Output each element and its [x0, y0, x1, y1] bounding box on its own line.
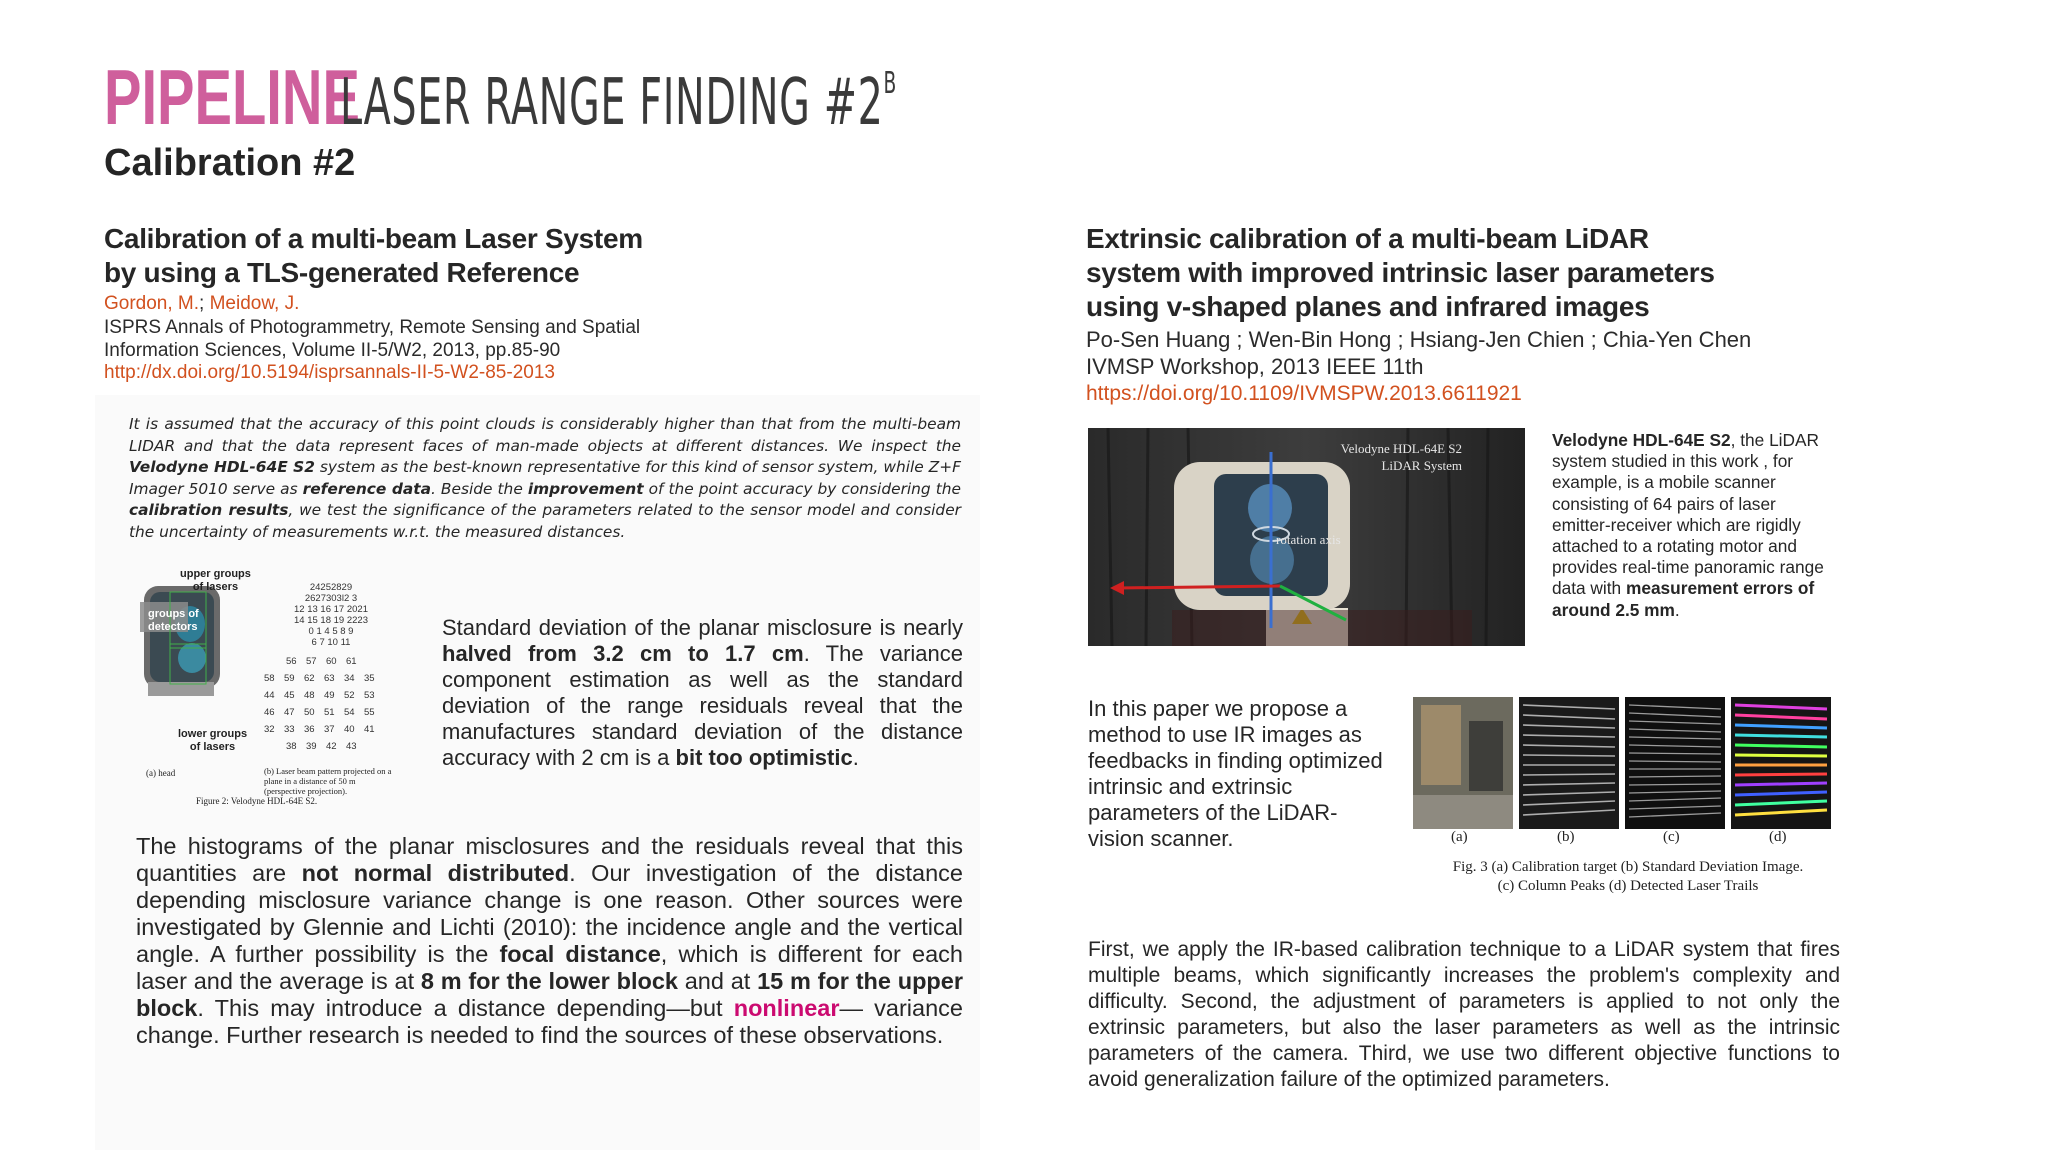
pattern-number: 53	[364, 690, 375, 701]
pattern-row: 0 1 4 5 8 9	[308, 626, 354, 637]
pattern-row: 2627303l2 3	[304, 593, 358, 604]
para-emphasis: halved from 3.2 cm to 1.7 cm	[442, 641, 804, 666]
abstract-text: It is assumed that the accuracy of this point clouds is considerably higher than that from the multi-beam LIDAR and that the data represent faces of man-made objects at different distances. We inspect the	[129, 415, 961, 455]
para-text: — variance change. Further research is needed to find the sources of these observations.	[136, 995, 963, 1048]
pattern-number: 59	[284, 673, 295, 684]
right-title-line3: using v-shaped planes and infrared images	[1086, 291, 1650, 322]
pattern-number: 62	[304, 673, 315, 684]
para-text: The histograms of the planar misclosures and the residuals reveal that this quantities are	[136, 833, 963, 886]
photo-label	[1312, 440, 1462, 474]
pattern-number: 46	[264, 707, 275, 718]
pattern-number: 60	[326, 656, 337, 667]
propose-paragraph: In this paper we propose a method to use IR images as feedbacks in finding optimized intrinsic and extrinsic parameters of the LiDAR-vision scanner.	[1088, 696, 1383, 851]
author-link[interactable]: Gordon, M.	[104, 293, 200, 314]
pattern-number: 58	[264, 673, 275, 684]
pattern-row	[286, 741, 366, 752]
pattern-row	[286, 656, 366, 667]
label-upper-groups: upper groups of lasers	[180, 568, 251, 593]
ir-figure	[1413, 697, 1843, 859]
pattern-number: 55	[364, 707, 375, 718]
pattern-number: 35	[364, 673, 375, 684]
pattern-number: 49	[324, 690, 335, 701]
contributions-paragraph: First, we apply the IR-based calibration technique to a LiDAR system that fires multiple beams, which significantly increases the problem's complexity and difficulty. Second, the adjustment of parameters is applied to not only the extrinsic parameters, but also the laser parameters as well as the intrinsic parameters of the camera. Third, we use two different objective functions to avoid generalization failure of the optimized parameters.	[1088, 938, 1840, 1091]
desc-emphasis: Velodyne HDL-64E S2	[1552, 430, 1731, 450]
desc-emphasis: measurement errors of around 2.5 mm	[1552, 578, 1815, 620]
pattern-row	[264, 690, 384, 701]
right-venue: IVMSP Workshop, 2013 IEEE 11th	[1086, 354, 1424, 379]
pattern-number: 50	[304, 707, 315, 718]
velodyne-figure	[140, 562, 400, 812]
journal-line2: Information Sciences, Volume II-5/W2, 2013, pp.85-90	[104, 340, 561, 361]
left-abstract	[129, 414, 961, 543]
slide-header	[104, 52, 897, 143]
fig3-caption-line1: Fig. 3 (a) Calibration target (b) Standard Deviation Image.	[1452, 859, 1804, 875]
para-highlight: nonlinear	[733, 995, 840, 1021]
right-title-line1: Extrinsic calibration of a multi-beam LiDAR	[1086, 223, 1649, 254]
left-title-line2: by using a TLS-generated Reference	[104, 257, 580, 288]
pattern-number: 34	[344, 673, 355, 684]
pattern-number: 42	[326, 741, 337, 752]
para-text: .	[852, 745, 859, 770]
std-deviation-paragraph	[442, 615, 963, 771]
panel-label-b: (b)	[1557, 829, 1575, 845]
ir-panels	[1413, 697, 1843, 829]
left-paper-authors	[104, 292, 299, 315]
pattern-row: 6 7 10 11	[311, 637, 351, 648]
pattern-number: 56	[286, 656, 297, 667]
panel-label-d: (d)	[1769, 829, 1787, 845]
velodyne-photo	[1088, 428, 1525, 646]
pattern-number: 39	[306, 741, 317, 752]
pattern-row: 12 13 16 17 2021	[294, 604, 368, 615]
pattern-number: 47	[284, 707, 295, 718]
figure-2-caption: Figure 2: Velodyne HDL-64E S2.	[196, 796, 318, 806]
figure-3-caption	[1413, 858, 1843, 896]
fig3-caption-line2: (c) Column Peaks (d) Detected Laser Trails	[1497, 878, 1759, 894]
abstract-text: , we test the significance of the parameters related to the sensor model and consider the uncertainty of measurements w.r.t. the measured distances.	[129, 501, 961, 541]
journal-line1: ISPRS Annals of Photogrammetry, Remote Sensing and Spatial	[104, 317, 641, 338]
para-emphasis: focal distance	[499, 941, 661, 967]
header-accent: PIPELINE	[104, 53, 360, 141]
abstract-emphasis: calibration results	[129, 501, 289, 519]
velodyne-description	[1552, 430, 1834, 621]
pattern-number: 37	[324, 724, 335, 735]
pattern-number: 45	[284, 690, 295, 701]
pattern-number: 33	[284, 724, 295, 735]
para-text: , which is different for each laser and the average is at	[136, 941, 963, 994]
right-title-line2: system with improved intrinsic laser parameters	[1086, 257, 1715, 288]
pattern-number: 36	[304, 724, 315, 735]
desc-text: .	[1674, 599, 1680, 620]
pattern-number: 38	[286, 741, 297, 752]
pattern-number: 32	[264, 724, 275, 735]
histogram-paragraph	[136, 833, 963, 1049]
para-text: and at	[677, 968, 758, 994]
pattern-number: 44	[264, 690, 275, 701]
pattern-number: 41	[364, 724, 375, 735]
abstract-text: of the point accuracy by considering the	[643, 479, 961, 498]
abstract-text: . Beside the	[431, 479, 528, 498]
label-groups-detectors: groups of detectors	[148, 608, 199, 633]
para-emphasis: 15 m for the upper block	[136, 968, 963, 1021]
pattern-row	[264, 673, 384, 684]
para-emphasis: bit too optimistic	[675, 745, 853, 770]
desc-text: , the LiDAR system studied in this work , for example, is a mobile scanner consisting of 64 pairs of laser emitter-receiver which are rigidly attached to a rotating motor and provides real-time panoramic range data with	[1552, 430, 1824, 599]
pattern-row	[264, 707, 384, 718]
pattern-row: 24252829	[309, 582, 353, 593]
pattern-number: 63	[324, 673, 335, 684]
para-text: Standard deviation of the planar misclosure is nearly	[442, 615, 963, 640]
rotation-axis-label: rotation axis	[1276, 532, 1341, 547]
para-text: . This may introduce a distance depending—but	[197, 995, 734, 1021]
right-paper-title	[1086, 222, 1886, 324]
photo-label-line1: Velodyne HDL-64E S2	[1340, 441, 1462, 456]
abstract-emphasis: improvement	[527, 479, 644, 498]
header-title	[340, 66, 897, 140]
subcaption-a: (a) head	[146, 768, 176, 778]
left-doi-link[interactable]: http://dx.doi.org/10.5194/isprsannals-II-5-W2-85-2013	[104, 362, 555, 383]
panel-label-c: (c)	[1663, 829, 1680, 845]
pattern-number: 43	[346, 741, 357, 752]
right-doi-link[interactable]: https://doi.org/10.1109/IVMSPW.2013.6611921	[1086, 382, 1522, 405]
laser-pattern-upper	[286, 582, 376, 648]
pattern-number: 57	[306, 656, 317, 667]
right-authors: Po-Sen Huang ; Wen-Bin Hong ; Hsiang-Jen Chien ; Chia-Yen Chen	[1086, 327, 1752, 352]
abstract-emphasis: reference data	[302, 479, 432, 498]
page-subtitle: Calibration #2	[104, 142, 356, 184]
para-emphasis: 8 m for the lower block	[420, 968, 678, 994]
left-paper-title	[104, 222, 804, 290]
header-title-text: LASER RANGE FINDING #2	[340, 66, 884, 140]
para-text: . The variance component estimation as well as the standard deviation of the range residuals reveal that the manufactures standard deviation of the distance accuracy with 2 cm is a	[442, 641, 963, 770]
header-superscript: B	[883, 66, 897, 101]
pattern-number: 51	[324, 707, 335, 718]
pattern-number: 54	[344, 707, 355, 718]
pattern-number: 52	[344, 690, 355, 701]
left-title-line1: Calibration of a multi-beam Laser System	[104, 223, 643, 254]
photo-label-line2: LiDAR System	[1381, 458, 1462, 473]
left-paper-journal	[104, 316, 804, 362]
label-lower-groups: lower groups of lasers	[178, 728, 248, 753]
pattern-number: 48	[304, 690, 315, 701]
right-paper-meta	[1086, 326, 1886, 407]
pattern-number: 61	[346, 656, 357, 667]
pattern-row	[264, 724, 384, 735]
panel-label-a: (a)	[1451, 829, 1468, 845]
pattern-row: 14 15 18 19 2223	[294, 615, 368, 626]
para-text: . Our investigation of the distance depending misclosure variance change is one reason. Other sources were investigated by Glennie and Lichti (2010): the incidence angle and the vertical angle. A further possibility is the	[136, 860, 963, 967]
author-link[interactable]: Meidow, J.	[209, 293, 300, 314]
pattern-number: 40	[344, 724, 355, 735]
abstract-emphasis: Velodyne HDL-64E S2	[129, 458, 315, 476]
author-separator: ;	[199, 293, 210, 314]
para-emphasis: not normal distributed	[301, 860, 570, 886]
subcaption-b: (b) Laser beam pattern projected on a plane in a distance of 50 m (perspective projection).	[264, 766, 392, 796]
abstract-text: system as the best-known representative for this kind of sensor system, while Z+F Imager 5010 serve as	[129, 458, 961, 498]
